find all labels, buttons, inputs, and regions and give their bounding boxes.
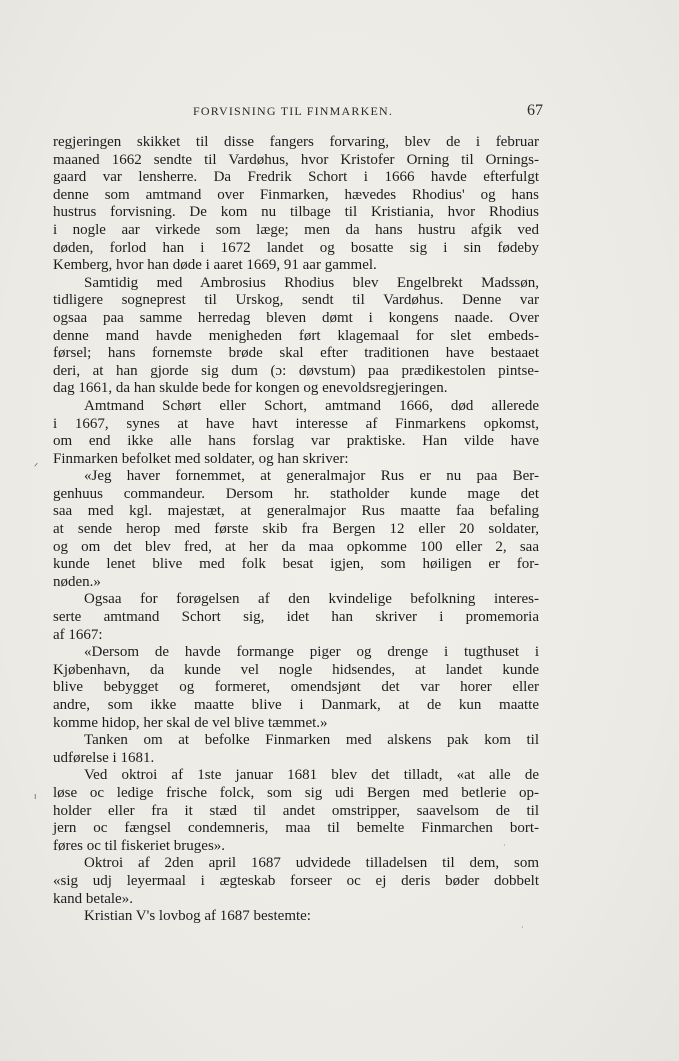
text-line: denne mand havde menigheden ført klagemaal for slet embeds- — [53, 327, 539, 344]
text-line: Kjøbenhavn, da kunde vel nogle hidsendes, at landet kunde — [53, 661, 539, 678]
text-line: komme hidop, her skal de vel blive tæmmet.» — [53, 714, 328, 731]
text-line: saa med kgl. majestæt, at generalmajor Rus maatte faa befaling — [53, 503, 539, 520]
stray-mark: · — [503, 841, 506, 850]
text-line: Ved oktroi af 1ste januar 1681 blev det tilladt, «at alle de — [84, 767, 539, 784]
text-line: «Dersom de havde formange piger og drenge i tugthuset i — [84, 644, 539, 661]
text-line: maaned 1662 sendte til Vardøhus, hvor Kristofer Orning til Ornings- — [53, 151, 539, 168]
text-line: Kristian V's lovbog af 1687 bestemte: — [84, 908, 311, 925]
text-line: døden, forlod han i 1672 landet og bosatte sig i sin fødeby — [53, 239, 539, 256]
text-line: andre, som ikke maatte blive i Danmark, at de kun maatte — [53, 697, 539, 713]
text-line: føres oc til fiskeriet bruges». — [53, 837, 226, 854]
text-line: Samtidig med Ambrosius Rhodius blev Engelbrekt Madssøn, — [84, 274, 539, 291]
text-line: løse oc ledige frische folck, som sig udi Bergen med betlerie op- — [53, 784, 539, 801]
stray-mark: · — [521, 923, 524, 932]
text-line: holder eller fra it stæd til andet omstripper, saavelsom de til — [53, 802, 539, 819]
text-line: genhuus commandeur. Dersom hr. statholder kunde mage det — [53, 485, 539, 502]
text-line: gaard var lensherre. Da Fredrik Schort i 1666 havde efterfulgt — [53, 169, 539, 186]
text-line: «sig udj leyermaal i ægteskab forseer oc ej deris bøder dobbelt — [53, 872, 539, 889]
text-line: og om det blev fred, at her da maa opkomme 100 eller 2, saa — [53, 538, 539, 555]
text-line: ogsaa paa samme herredag bleven dømt i kongens naade. Over — [53, 309, 539, 326]
stray-mark: ᐟ — [34, 462, 39, 473]
text-line: udførelse i 1681. — [53, 749, 155, 766]
text-line: at sende herop med første skib fra Bergen 12 eller 20 soldater, — [53, 521, 539, 538]
text-line: deri, at han gjorde sig dum (ɔ: døvstum) paa prædikestolen pintse- — [53, 362, 539, 379]
text-line: «Jeg haver fornemmet, at generalmajor Rus er nu paa Ber- — [84, 468, 539, 485]
text-line: Kemberg, hvor han døde i aaret 1669, 91 aar gammel. — [53, 257, 377, 274]
text-line: kunde lenet blive med folk besat igjen, som høiligen er for- — [53, 556, 539, 573]
text-line: kand betale». — [53, 890, 133, 907]
text-line: om end ikke alle hans forslag var praktiske. Han vilde have — [53, 433, 539, 450]
text-line: af 1667: — [53, 626, 103, 643]
running-title: FORVISNING TIL FINMARKEN. — [193, 104, 394, 118]
text-line: hustrus forvisning. De kom nu tilbage til Kristiania, hvor Rhodius — [53, 204, 539, 221]
text-line: regjeringen skikket til disse fangers forvaring, blev de i februar — [53, 134, 539, 150]
text-line: denne som amtmand over Finmarken, hævedes Rhodius' og hans — [53, 186, 539, 203]
text-line: jern oc fængsel condemneris, maa til bemelte Finmarchen bort- — [53, 820, 539, 837]
text-line: Oktroi af 2den april 1687 udvidede tilladelsen til dem, som — [84, 855, 539, 872]
text-line: Amtmand Schørt eller Schort, amtmand 1666, død allerede — [84, 397, 539, 414]
page-number: 67 — [527, 102, 543, 119]
text-line: Ogsaa for forøgelsen af den kvindelige befolkning interes- — [84, 591, 539, 608]
text-line: førsel; hans fornemste brøde skal efter traditionen have bestaaet — [53, 345, 539, 362]
text-line: Finmarken befolket med soldater, og han skriver: — [53, 450, 349, 467]
text-line: i 1667, synes at have havt interesse af Finmarkens opkomst, — [53, 415, 539, 432]
text-line: Tanken om at befolke Finmarken med alskens pak kom til — [84, 732, 539, 749]
text-line: serte amtmand Schort sig, idet han skriver i promemoria — [53, 609, 539, 626]
text-line: blive bebygget og formeret, omendsjønt det var horer eller — [53, 679, 539, 696]
text-line: i nogle aar virkede som læge; men da hans hustru afgik ved — [53, 221, 539, 238]
body-text — [53, 134, 539, 926]
stray-mark: ᑊ — [34, 792, 37, 806]
text-line: tidligere sogneprest til Urskog, sendt til Vardøhus. Denne var — [53, 292, 539, 309]
text-line: dag 1661, da han skulde bede for kongen og enevoldsregjeringen. — [53, 380, 448, 397]
text-line: nøden.» — [53, 573, 101, 590]
